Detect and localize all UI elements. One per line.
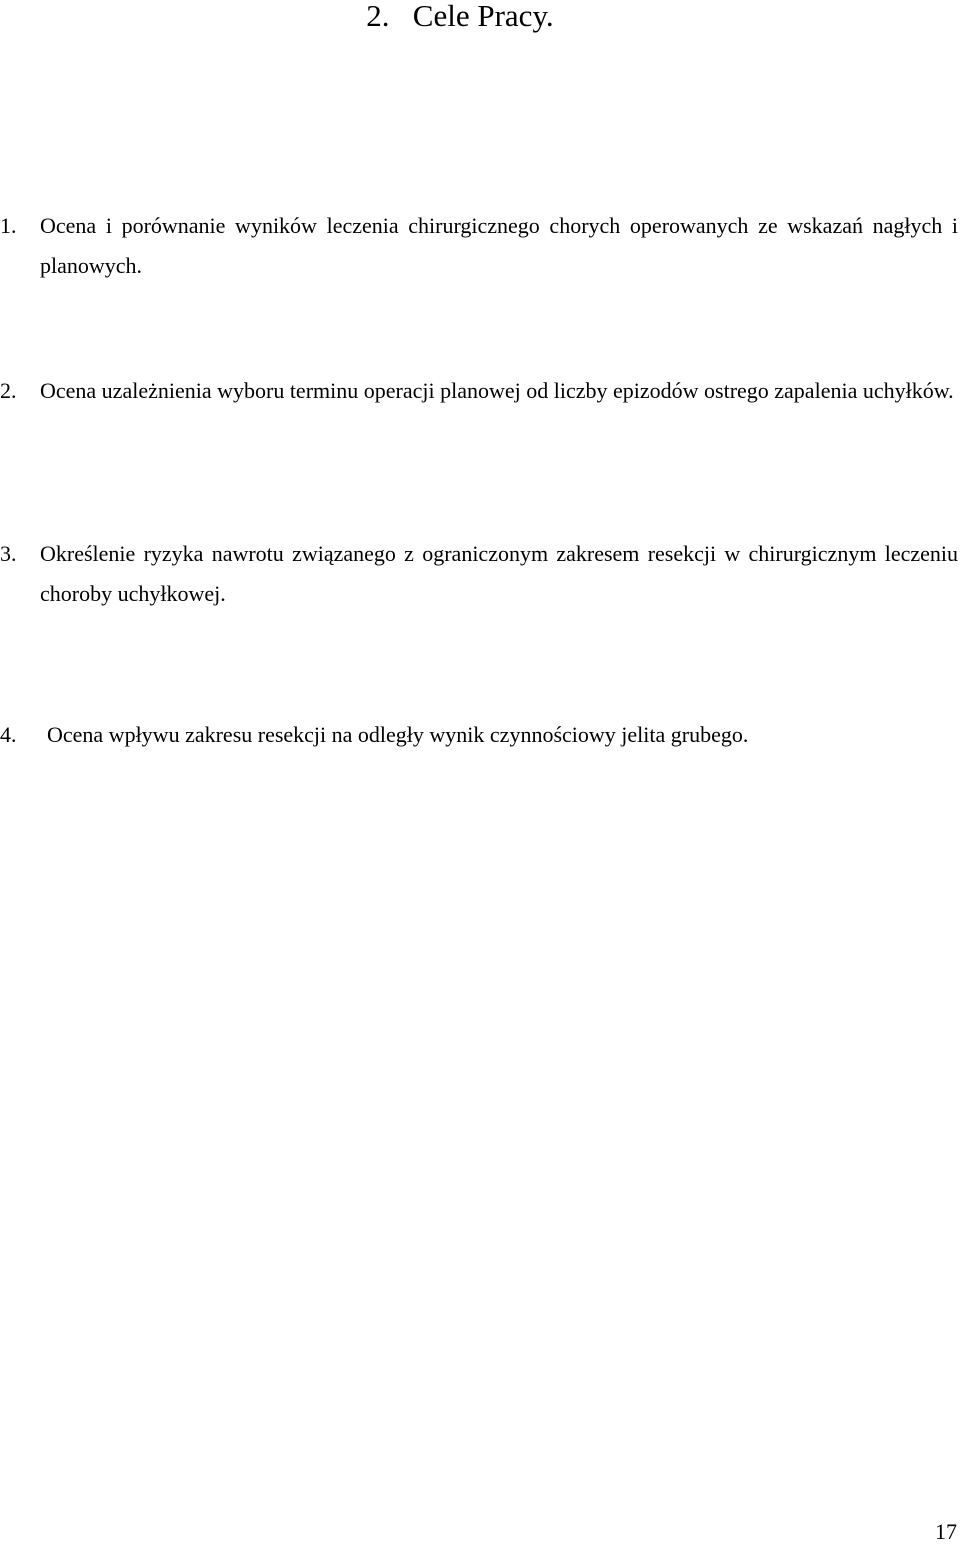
list-item-text: Ocena i porównanie wyników leczenia chirurgicznego chorych operowanych ze wskazań nagłych i planowych. xyxy=(40,213,958,278)
list-item xyxy=(0,534,958,614)
list-item-number: 2. xyxy=(0,378,17,403)
list-item-number: 4. xyxy=(0,722,17,747)
list-item-text: Ocena wpływu zakresu resekcji na odległy wynik czynnościowy jelita grubego. xyxy=(47,722,749,747)
section-heading xyxy=(0,0,920,36)
list-item xyxy=(0,715,958,755)
section-number: 2. xyxy=(366,0,390,33)
list-item-text: Ocena uzależnienia wyboru terminu operacji planowej od liczby epizodów ostrego zapalenia uchyłków. xyxy=(40,378,954,403)
list-item xyxy=(0,371,958,411)
list-item-number: 3. xyxy=(0,541,17,566)
section-title: Cele Pracy. xyxy=(412,0,554,33)
list-item xyxy=(0,206,958,286)
list-item-text: Określenie ryzyka nawrotu związanego z ograniczonym zakresem resekcji w chirurgicznym leczeniu choroby uchyłkowej. xyxy=(40,541,958,606)
page-number: 17 xyxy=(935,1519,957,1544)
list-item-number: 1. xyxy=(0,213,17,238)
